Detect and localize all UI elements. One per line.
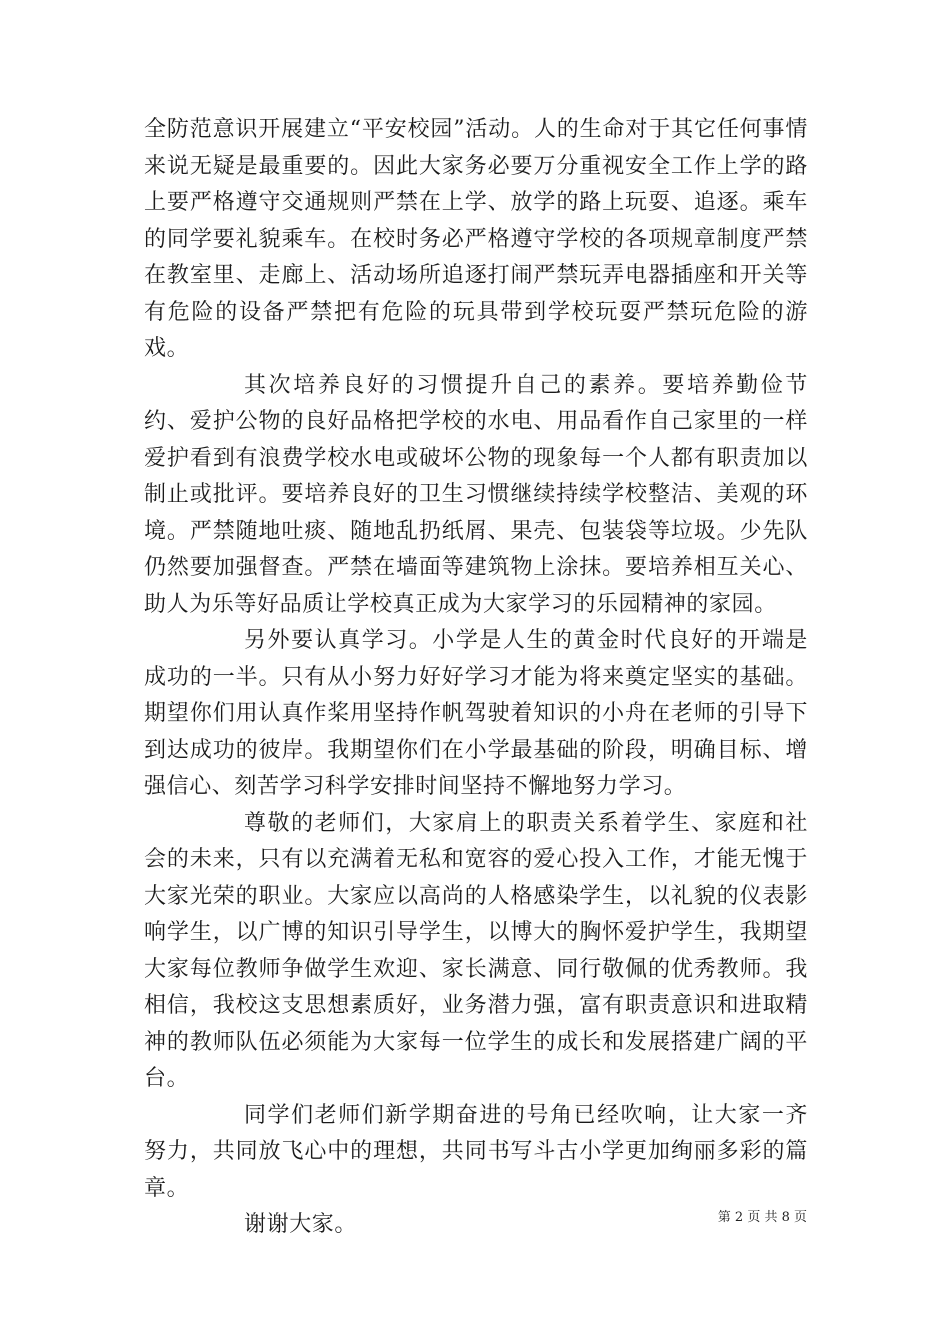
- paragraph-thanks: 谢谢大家。: [244, 1212, 358, 1237]
- paragraph-teachers: 尊敬的老师们，大家肩上的职责关系着学生、家庭和社会的未来，只有以充满着无私和宽容的爱心投入工作，才能无愧于大家光荣的职业。大家应以高尚的人格感染学生，以礼貌的仪表影响学生，以广博的知识引导学生，以博大的胸怀爱护学生，我期望大家每位教师争做学生欢迎、家长满意、同行敬佩的优秀教师。我相信，我校这支思想素质好，业务潜力强，富有职责意识和进取精神的教师队伍必须能为大家每一位学生的成长和发展搭建广阔的平台。: [144, 810, 808, 1091]
- document-body: [144, 112, 808, 1244]
- paragraph-study: 另外要认真学习。小学是人生的黄金时代良好的开端是成功的一半。只有从小努力好好学习才能为将来奠定坚实的基础。期望你们用认真作桨用坚持作帆驾驶着知识的小舟在老师的引导下到达成功的彼岸。我期望你们在小学最基础的阶段，明确目标、增强信心、刻苦学习科学安排时间坚持不懈地努力学习。: [144, 628, 808, 799]
- paragraph-habits: 其次培养良好的习惯提升自己的素养。要培养勤俭节约、爱护公物的良好品格把学校的水电、用品看作自己家里的一样爱护看到有浪费学校水电或破坏公物的现象每一个人都有职责加以制止或批评。要培养良好的卫生习惯继续持续学校整洁、美观的环境。严禁随地吐痰、随地乱扔纸屑、果壳、包装袋等垃圾。少先队仍然要加强督查。严禁在墙面等建筑物上涂抹。要培养相互关心、助人为乐等好品质让学校真正成为大家学习的乐园精神的家园。: [144, 372, 808, 617]
- paragraph-safety: 全防范意识开展建立“平安校园”活动。人的生命对于其它任何事情来说无疑是最重要的。因此大家务必要万分重视安全工作上学的路上要严格遵守交通规则严禁在上学、放学的路上玩耍、追逐。乘车的同学要礼貌乘车。在校时务必严格遵守学校的各项规章制度严禁在教室里、走廊上、活动场所追逐打闹严禁玩弄电器插座和开关等有危险的设备严禁把有危险的玩具带到学校玩耍严禁玩危险的游戏。: [144, 117, 808, 361]
- paragraph-closing: 同学们老师们新学期奋进的号角已经吹响，让大家一齐努力，共同放飞心中的理想，共同书写斗古小学更加绚丽多彩的篇章。: [144, 1102, 808, 1201]
- page-number-footer: 第 2 页 共 8 页: [717, 1210, 807, 1225]
